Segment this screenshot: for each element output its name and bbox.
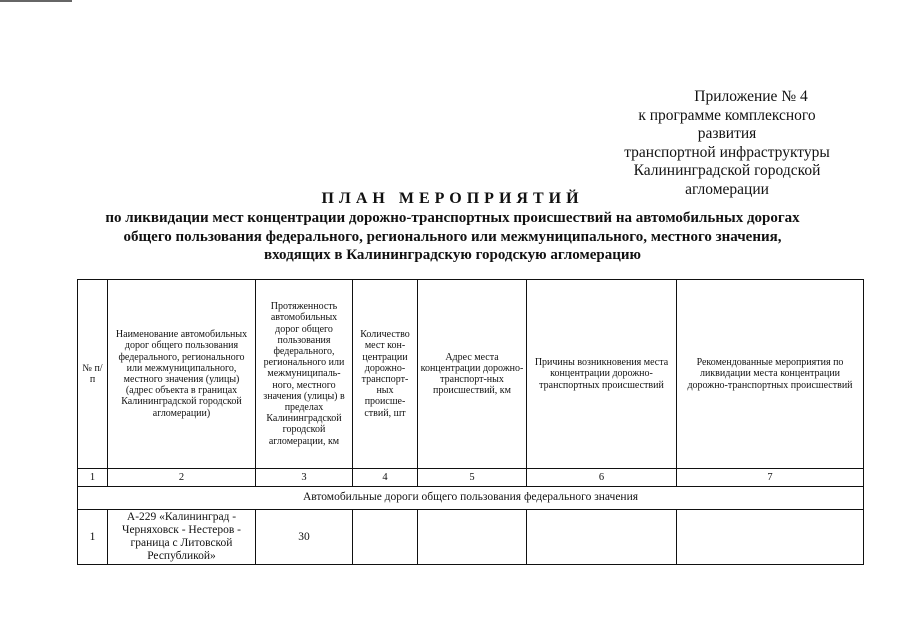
row-road-length: 30 bbox=[256, 510, 353, 565]
row-recommended-measures bbox=[677, 510, 864, 565]
column-number: 4 bbox=[353, 469, 418, 487]
appendix-block bbox=[612, 88, 842, 199]
row-accident-count bbox=[353, 510, 418, 565]
row-number: 1 bbox=[78, 510, 108, 565]
header-accident-address: Адрес места концентрации дорожно-транспорт-ных происшествий, км bbox=[418, 280, 527, 469]
row-accident-reasons bbox=[527, 510, 677, 565]
row-accident-address bbox=[418, 510, 527, 565]
column-number: 1 bbox=[78, 469, 108, 487]
header-road-name: Наименование автомобильных дорог общего пользования федерального, регионального или межмуниципального, местного значения (улицы) (адрес объекта в границах Калининградской городской агломерации) bbox=[108, 280, 256, 469]
header-recommended-measures: Рекомендованные мероприятия по ликвидации места концентрации дорожно-транспортных происшествий bbox=[677, 280, 864, 469]
column-number: 3 bbox=[256, 469, 353, 487]
section-title: Автомобильные дороги общего пользования федерального значения bbox=[78, 487, 864, 510]
row-road-name: А-229 «Калининград - Черняховск - Нестеров - граница с Литовской Республикой» bbox=[108, 510, 256, 565]
document-title: ПЛАН МЕРОПРИЯТИЙ bbox=[321, 190, 584, 207]
column-number: 7 bbox=[677, 469, 864, 487]
document-subtitle-line-2: общего пользования федерального, регионального или межмуниципального, местного значения, bbox=[123, 228, 782, 245]
table-header-row bbox=[78, 280, 864, 469]
appendix-line-5: агломерации bbox=[685, 180, 769, 198]
header-accident-count: Количество мест кон-центрации дорожно-транспорт-ных происше-ствий, шт bbox=[353, 280, 418, 469]
column-numbers-row bbox=[78, 469, 864, 487]
appendix-line-2: к программе комплексного развития bbox=[638, 106, 816, 142]
header-road-length: Протяженность автомобильных дорог общего пользования федерального, регионального или межмуниципаль-ного, местного значения (улицы) в пределах Калининградской городской агломерации, км bbox=[256, 280, 353, 469]
document-subtitle-line-3: входящих в Калининградскую городскую агломерацию bbox=[264, 247, 641, 263]
appendix-number: Приложение № 4 bbox=[694, 88, 808, 105]
appendix-line-3: транспортной инфраструктуры bbox=[624, 143, 830, 161]
section-row bbox=[78, 487, 864, 510]
column-number: 6 bbox=[527, 469, 677, 487]
column-number: 5 bbox=[418, 469, 527, 487]
column-number: 2 bbox=[108, 469, 256, 487]
document-subtitle-line-1: по ликвидации мест концентрации дорожно-транспортных происшествий на автомобильных дорогах bbox=[105, 210, 800, 226]
header-accident-reasons: Причины возникновения места концентрации дорожно-транспортных происшествий bbox=[527, 280, 677, 469]
table-row bbox=[78, 510, 864, 565]
document-title-block bbox=[0, 189, 905, 265]
plan-table bbox=[77, 279, 864, 565]
header-number: № п/п bbox=[78, 280, 108, 469]
top-rule bbox=[0, 0, 72, 2]
appendix-line-4: Калининградской городской bbox=[633, 162, 821, 179]
